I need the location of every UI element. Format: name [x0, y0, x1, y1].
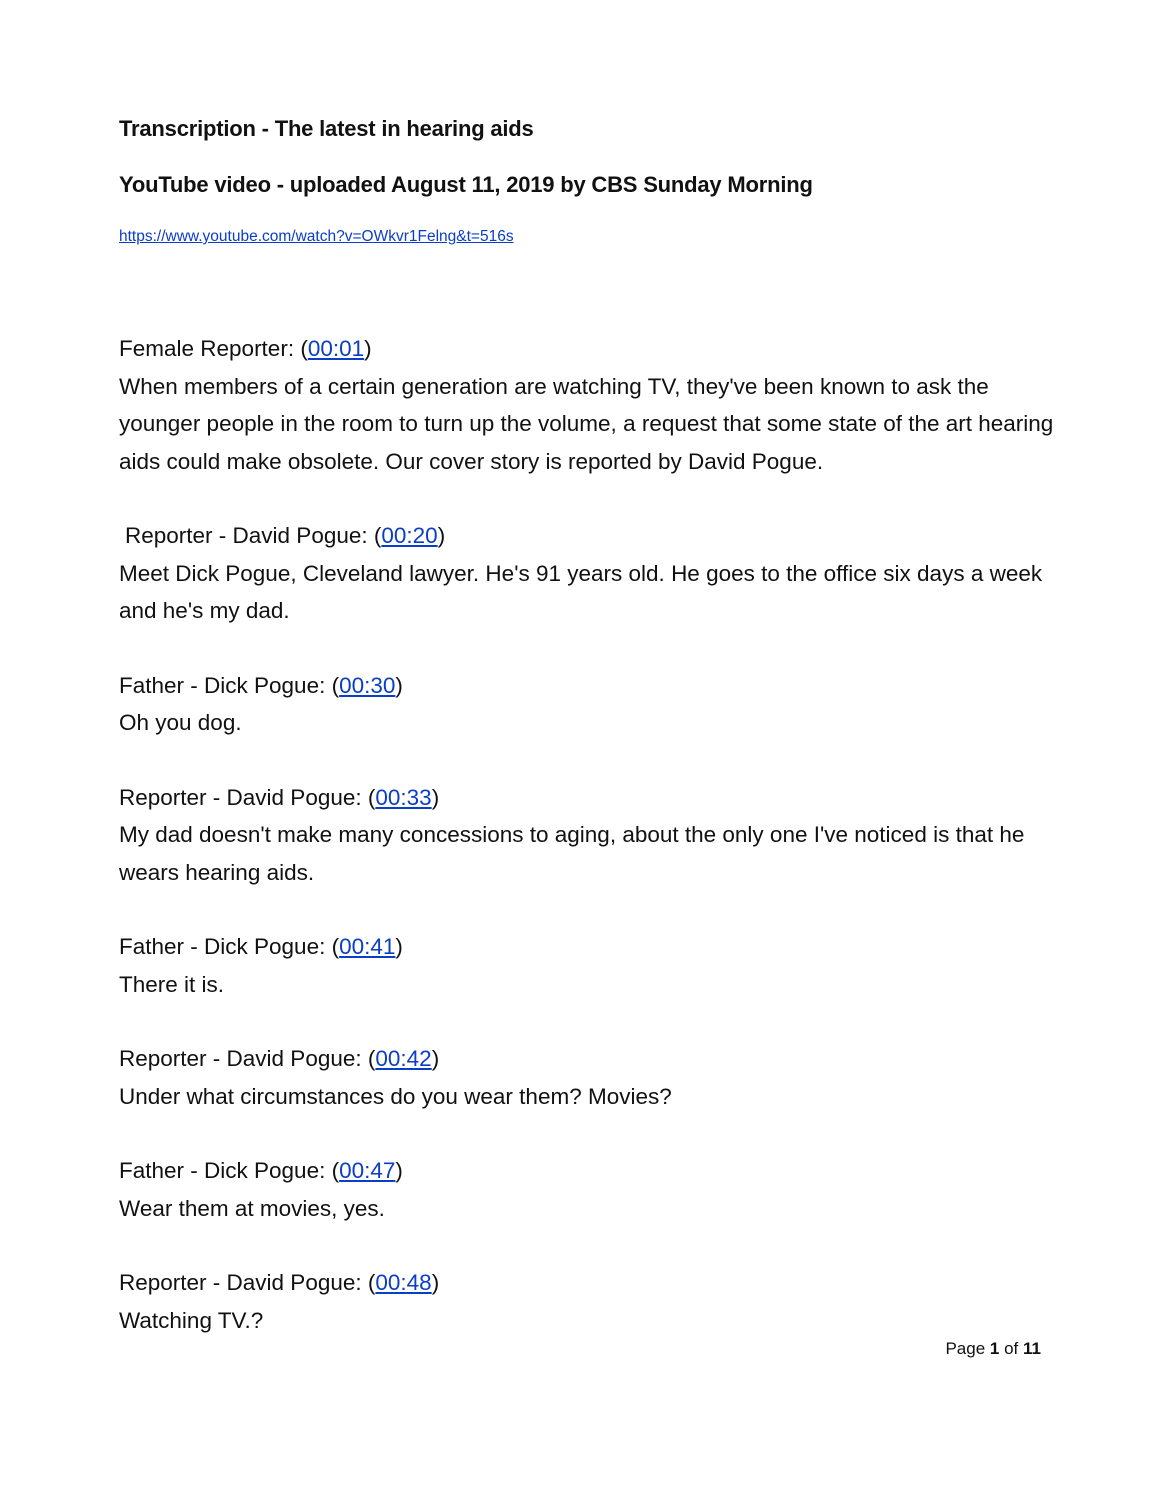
timestamp-link[interactable]: 00:47: [339, 1158, 396, 1183]
of-label: of: [1004, 1339, 1019, 1358]
transcript-entry: [119, 330, 1059, 480]
speaker-name: Reporter - David Pogue:: [125, 523, 368, 548]
transcript-entry: [119, 517, 1059, 630]
transcript-text: Watching TV.?: [119, 1307, 264, 1333]
document-title: Transcription - The latest in hearing aids: [119, 116, 534, 141]
timestamp-link[interactable]: 00:20: [381, 523, 438, 548]
speaker-name: Father - Dick Pogue:: [119, 934, 326, 959]
page-number: [945, 1339, 1041, 1359]
transcript-entry: [119, 1040, 1059, 1115]
speaker-line: Reporter - David Pogue: (00:48): [119, 1270, 440, 1295]
transcript-text: Oh you dog.: [119, 710, 242, 735]
speaker-name: Reporter - David Pogue:: [119, 784, 362, 810]
transcript-entry: [119, 928, 1059, 1003]
timestamp-link[interactable]: 00:01: [307, 336, 365, 361]
speaker-name: Father - Dick Pogue:: [119, 672, 326, 698]
video-link[interactable]: https://www.youtube.com/watch?v=OWkvr1Felng&t=516s: [119, 228, 514, 245]
page-label: Page: [945, 1339, 986, 1358]
timestamp-link[interactable]: 00:33: [375, 784, 432, 810]
document-subtitle: YouTube video - uploaded August 11, 2019 by CBS Sunday Morning: [119, 172, 813, 197]
speaker-name: Reporter - David Pogue:: [119, 1046, 362, 1071]
page-current: 1: [989, 1339, 1000, 1358]
speaker-line: Reporter - David Pogue: (00:33): [119, 784, 440, 810]
transcript-text: When members of a certain generation are watching TV, they've been known to ask the younger people in the room to turn up the volume, a request that some state of the art hearing aids could make obsolete. Our cover story is reported by David Pogue.: [119, 373, 1054, 474]
transcript-text: My dad doesn't make many concessions to aging, about the only one I've noticed is that he wears hearing aids.: [119, 822, 1025, 885]
transcript-entry: [119, 779, 1059, 892]
transcript-text: Wear them at movies, yes.: [119, 1195, 385, 1221]
timestamp-link[interactable]: 00:41: [339, 934, 396, 959]
transcript-text: Under what circumstances do you wear them? Movies?: [119, 1083, 672, 1109]
page-total: 11: [1023, 1339, 1041, 1358]
speaker-name: Father - Dick Pogue:: [119, 1158, 326, 1183]
transcript-text: There it is.: [119, 971, 225, 997]
timestamp-link[interactable]: 00:30: [339, 672, 396, 698]
timestamp-link[interactable]: 00:48: [375, 1270, 432, 1295]
speaker-line: Reporter - David Pogue: (00:20): [125, 523, 446, 548]
transcript: [119, 330, 1059, 1376]
speaker-line: Reporter - David Pogue: (00:42): [119, 1046, 440, 1071]
transcript-entry: [119, 667, 1059, 742]
transcript-text: Meet Dick Pogue, Cleveland lawyer. He's 91 years old. He goes to the office six days a week and he's my dad.: [119, 560, 1043, 623]
speaker-name: Female Reporter:: [119, 336, 295, 361]
transcript-entry: [119, 1152, 1059, 1227]
speaker-name: Reporter - David Pogue:: [119, 1270, 362, 1295]
speaker-line: Father - Dick Pogue: (00:41): [119, 934, 403, 959]
speaker-line: Female Reporter: (00:01): [119, 336, 372, 361]
transcript-entry: [119, 1264, 1059, 1339]
timestamp-link[interactable]: 00:42: [375, 1046, 432, 1071]
speaker-line: Father - Dick Pogue: (00:47): [119, 1158, 403, 1183]
speaker-line: Father - Dick Pogue: (00:30): [119, 672, 403, 698]
